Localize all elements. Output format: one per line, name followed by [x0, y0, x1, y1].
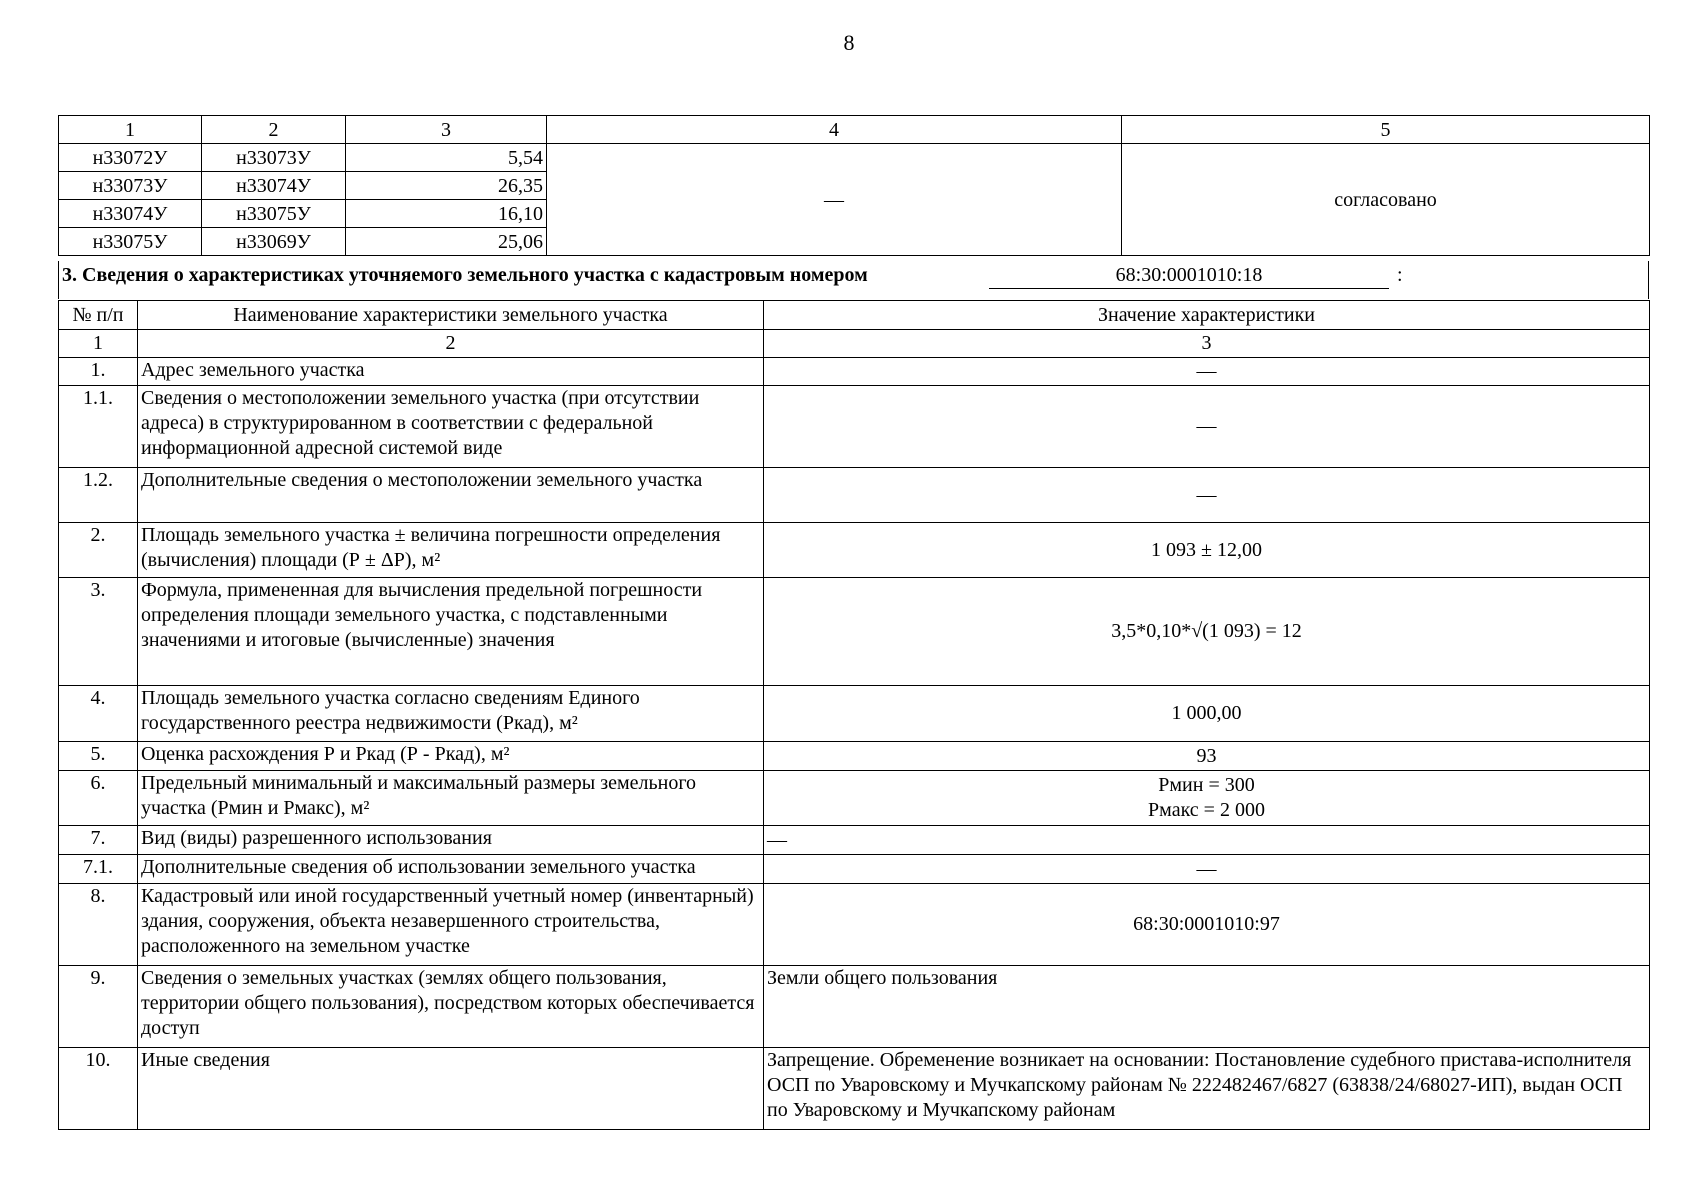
- characteristic-name: Площадь земельного участка ± величина погрешности определения (вычисления) площади (Р ± ΔР), м²: [138, 523, 764, 578]
- point-to: н33069У: [202, 228, 346, 256]
- column-number: 3: [764, 330, 1650, 358]
- characteristic-value: Запрещение. Обременение возникает на основании: Постановление судебного пристава-исполнителя ОСП по Уваровскому и Мучкапскому районам № 222482467/6827 (63838/24/68027-ИП), выдан ОСП по Уваровскому и Мучкапскому районам: [764, 1048, 1650, 1130]
- table-row: [59, 523, 1650, 578]
- characteristic-value: 93: [764, 742, 1650, 771]
- table-header-row: [59, 116, 1650, 144]
- characteristic-value: 1 000,00: [764, 686, 1650, 742]
- column-number: 1: [59, 330, 138, 358]
- table-row: [59, 144, 1650, 172]
- segment-length: 5,54: [346, 144, 547, 172]
- column-number-row: [59, 330, 1650, 358]
- characteristic-value: —: [764, 826, 1650, 855]
- characteristic-name: Предельный минимальный и максимальный размеры земельного участка (Рмин и Рмакс), м²: [138, 771, 764, 826]
- row-number: 9.: [59, 966, 138, 1048]
- characteristic-name: Площадь земельного участка согласно сведениям Единого государственного реестра недвижимости (Ркад), м²: [138, 686, 764, 742]
- row-number: 2.: [59, 523, 138, 578]
- point-from: н33073У: [59, 172, 202, 200]
- cadastral-number: 68:30:0001010:18: [989, 263, 1389, 289]
- characteristic-name: Вид (виды) разрешенного использования: [138, 826, 764, 855]
- header-cell: 5: [1122, 116, 1650, 144]
- header-cell: 2: [202, 116, 346, 144]
- header-cell: 4: [547, 116, 1122, 144]
- row-number: 3.: [59, 578, 138, 686]
- characteristic-value: 1 093 ± 12,00: [764, 523, 1650, 578]
- row-number: 7.: [59, 826, 138, 855]
- table-row: [59, 771, 1650, 826]
- table-row: [59, 358, 1650, 386]
- row-number: 4.: [59, 686, 138, 742]
- table-row: [59, 742, 1650, 771]
- section-title: 3. Сведения о характеристиках уточняемого земельного участка с кадастровым номером: [62, 264, 868, 286]
- table-row: [59, 578, 1650, 686]
- header-cell: № п/п: [59, 301, 138, 330]
- characteristic-name: Дополнительные сведения о местоположении земельного участка: [138, 468, 764, 523]
- column-number: 2: [138, 330, 764, 358]
- table-row: [59, 1048, 1650, 1130]
- segment-length: 25,06: [346, 228, 547, 256]
- table-header-row: [59, 301, 1650, 330]
- header-cell: 1: [59, 116, 202, 144]
- characteristic-value: [764, 771, 1650, 826]
- characteristic-name: Оценка расхождения Р и Ркад (Р - Ркад), м²: [138, 742, 764, 771]
- row-number: 5.: [59, 742, 138, 771]
- characteristic-value: 68:30:0001010:97: [764, 884, 1650, 966]
- table-row: [59, 884, 1650, 966]
- table-row: [59, 468, 1650, 523]
- characteristic-value: —: [764, 358, 1650, 386]
- characteristic-name: Сведения о местоположении земельного участка (при отсутствии адреса) в структурированном в соответствии с федеральной информационной адресной системой виде: [138, 386, 764, 468]
- point-to: н33074У: [202, 172, 346, 200]
- row-number: 10.: [59, 1048, 138, 1130]
- segment-length: 26,35: [346, 172, 547, 200]
- row-number: 7.1.: [59, 855, 138, 884]
- page-number: 8: [843, 30, 855, 55]
- header-cell: Значение характеристики: [764, 301, 1650, 330]
- characteristic-value: 3,5*0,10*√(1 093) = 12: [764, 578, 1650, 686]
- characteristic-value: —: [764, 386, 1650, 468]
- header-cell: Наименование характеристики земельного участка: [138, 301, 764, 330]
- row-number: 6.: [59, 771, 138, 826]
- characteristic-name: Иные сведения: [138, 1048, 764, 1130]
- characteristic-name: Формула, примененная для вычисления предельной погрешности определения площади земельного участка, с подставленными значениями и итоговые (вычисленные) значения: [138, 578, 764, 686]
- characteristic-value: Земли общего пользования: [764, 966, 1650, 1048]
- point-from: н33075У: [59, 228, 202, 256]
- table-row: [59, 686, 1650, 742]
- point-from: н33074У: [59, 200, 202, 228]
- max-size-value: Рмакс = 2 000: [1148, 799, 1265, 821]
- segment-length: 16,10: [346, 200, 547, 228]
- table-row: [59, 826, 1650, 855]
- section-3-heading: [58, 261, 1649, 299]
- col4-value: —: [547, 144, 1122, 256]
- characteristic-name: Адрес земельного участка: [138, 358, 764, 386]
- table-row: [59, 386, 1650, 468]
- colon: :: [1397, 264, 1403, 286]
- boundary-segments-table: [58, 115, 1650, 256]
- agreement-status: согласовано: [1122, 144, 1650, 256]
- row-number: 8.: [59, 884, 138, 966]
- row-number: 1.: [59, 358, 138, 386]
- characteristic-name: Сведения о земельных участках (землях общего пользования, территории общего пользования), посредством которых обеспечивается доступ: [138, 966, 764, 1048]
- header-cell: 3: [346, 116, 547, 144]
- point-to: н33075У: [202, 200, 346, 228]
- row-number: 1.1.: [59, 386, 138, 468]
- characteristic-value: —: [764, 855, 1650, 884]
- table-row: [59, 855, 1650, 884]
- characteristic-value: —: [764, 468, 1650, 523]
- min-size-value: Рмин = 300: [1158, 774, 1255, 796]
- characteristics-table: [58, 300, 1650, 1130]
- point-to: н33073У: [202, 144, 346, 172]
- row-number: 1.2.: [59, 468, 138, 523]
- characteristic-name: Дополнительные сведения об использовании земельного участка: [138, 855, 764, 884]
- characteristic-name: Кадастровый или иной государственный учетный номер (инвентарный) здания, сооружения, объекта незавершенного строительства, расположенного на земельном участке: [138, 884, 764, 966]
- point-from: н33072У: [59, 144, 202, 172]
- table-row: [59, 966, 1650, 1048]
